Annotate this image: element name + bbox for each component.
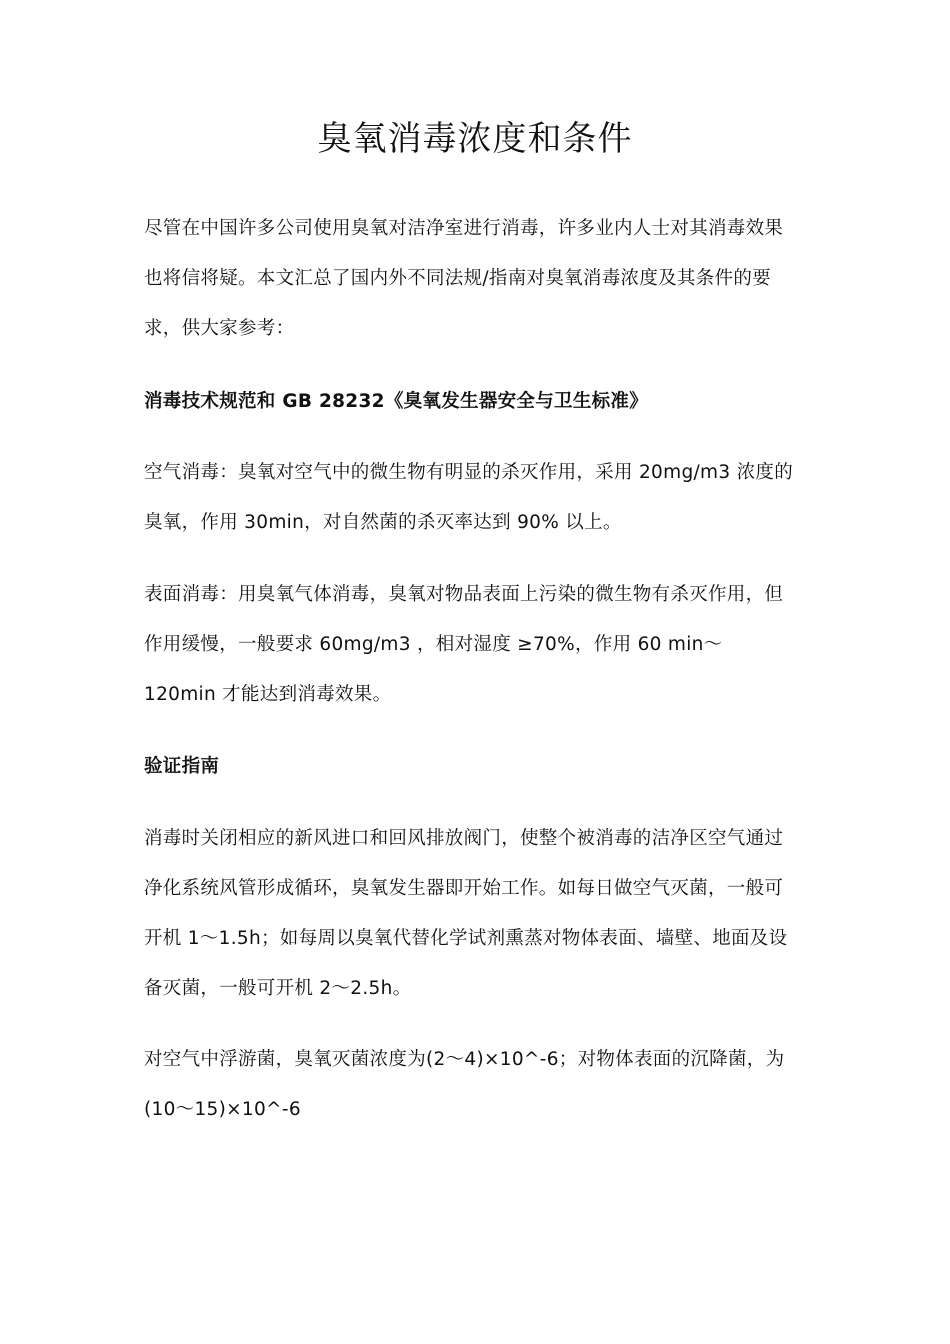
concentration-line: (10～15)×10^-6 [144, 1099, 301, 1120]
intro-line: 求，供大家参考： [144, 318, 295, 339]
intro-line: 也将信将疑。本文汇总了国内外不同法规/指南对臭氧消毒浓度及其条件的要 [144, 268, 771, 289]
surface-line: 作用缓慢，一般要求 60mg/m3 ，相对湿度 ≥70%，作用 60 min～ [144, 634, 723, 655]
concentration-line: 对空气中浮游菌，臭氧灭菌浓度为(2～4)×10^-6；对物体表面的沉降菌，为 [144, 1049, 785, 1070]
section1-heading: 消毒技术规范和 GB 28232《臭氧发生器安全与卫生标准》 [144, 391, 649, 412]
intro-line: 尽管在中国许多公司使用臭氧对洁净室进行消毒，许多业内人士对其消毒效果 [144, 218, 784, 239]
air-line: 臭氧，作用 30min，对自然菌的杀灭率达到 90% 以上。 [144, 512, 622, 533]
validation-line: 备灭菌，一般可开机 2～2.5h。 [144, 978, 412, 999]
surface-line: 表面消毒：用臭氧气体消毒，臭氧对物品表面上污染的微生物有杀灭作用，但 [144, 584, 784, 605]
section1-heading-block [144, 377, 814, 427]
surface-disinfection-paragraph [144, 570, 814, 720]
validation-paragraph [144, 814, 814, 1014]
validation-line: 净化系统风管形成循环，臭氧发生器即开始工作。如每日做空气灭菌，一般可 [144, 878, 784, 899]
section2-heading: 验证指南 [144, 756, 220, 777]
validation-line: 消毒时关闭相应的新风进口和回风排放阀门，使整个被消毒的洁净区空气通过 [144, 828, 784, 849]
air-line: 空气消毒：臭氧对空气中的微生物有明显的杀灭作用，采用 20mg/m3 浓度的 [144, 462, 793, 483]
section2-heading-block [144, 742, 814, 792]
intro-paragraph [144, 204, 814, 354]
concentration-paragraph [144, 1035, 814, 1135]
document-title: 臭氧消毒浓度和条件 [317, 119, 633, 159]
air-disinfection-paragraph [144, 448, 814, 548]
validation-line: 开机 1～1.5h；如每周以臭氧代替化学试剂熏蒸对物体表面、墙壁、地面及设 [144, 928, 788, 949]
surface-line: 120min 才能达到消毒效果。 [144, 684, 392, 705]
